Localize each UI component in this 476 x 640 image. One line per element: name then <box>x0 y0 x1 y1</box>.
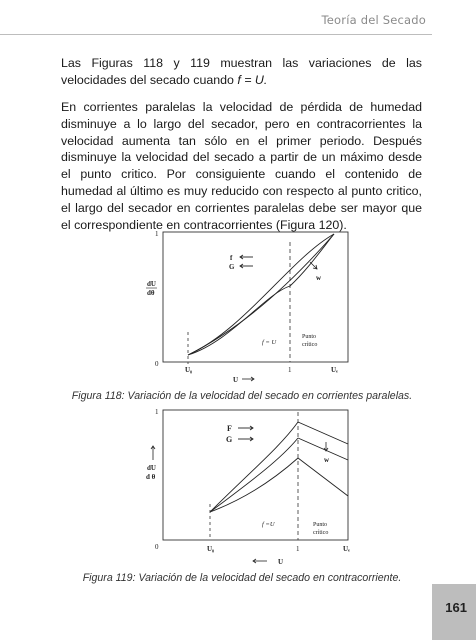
paragraph-body: En corrientes paralelas la velocidad de pérdida de humedad disminuye a lo largo del secador, pero en contracorrientes la velocidad aumenta tan sólo en el primer periodo. Después disminuye la velocidad del secado a partir de un máximo desde el punto critico. Por consiguiente cuando el contenido de humedad al último es muy reducido con respecto al punto critico, el largo del secador en corrientes paralelas debe ser mayor que el correspondiente en contracorrientes (Figura 120). <box>61 100 422 232</box>
legend-f: F <box>227 424 232 433</box>
xlabel: U <box>233 376 239 384</box>
header-rule <box>0 34 432 35</box>
legend-g: G <box>229 263 235 271</box>
figure-118-caption: Figura 118: Variación de la velocidad del secado en corrientes paralelas. <box>71 390 413 402</box>
x-one-label: 1 <box>288 366 292 374</box>
figure-118 <box>140 224 360 384</box>
origin-label: 0 <box>155 360 159 368</box>
curve-g <box>210 438 298 512</box>
intro-equation: f = U. <box>237 72 268 87</box>
figure-119-caption: Figura 119: Variación de la velocidad del secado en contracorriente. <box>82 572 402 584</box>
ylabel-den: d θ <box>146 473 156 481</box>
ylabel-num: dU <box>147 464 156 472</box>
curve-w-label: w <box>316 274 322 282</box>
curve-f <box>210 422 298 512</box>
y-top-label: 1 <box>155 408 159 416</box>
legend-f: f <box>230 254 233 262</box>
critico-label: crítico <box>313 530 329 536</box>
intro-text: Las Figuras 118 y 119 muestran las variaciones de las velocidades del secado cuando <box>61 56 422 87</box>
legend-g: G <box>226 435 233 444</box>
x-ue-label: Uₑ <box>331 366 338 374</box>
y-top-label: 1 <box>155 230 159 238</box>
running-title: Teoría del Secado <box>321 13 426 27</box>
x-u0-label: U₀ <box>207 545 215 553</box>
x-ue-label: Uₑ <box>343 545 350 553</box>
paragraph-intro <box>61 55 422 89</box>
xlabel: U <box>278 558 284 566</box>
punto-label: Punto <box>302 334 317 340</box>
page-number: 161 <box>445 600 467 615</box>
x-u0-label: U₀ <box>185 366 193 374</box>
critico-label: crítico <box>302 342 318 348</box>
origin-label: 0 <box>155 543 159 551</box>
f-equals-u-label: f =U <box>262 521 275 528</box>
ylabel-den: dθ <box>147 289 155 297</box>
curve-f-u <box>210 458 298 512</box>
figure-119 <box>140 402 360 568</box>
f-equals-u-label: f = U <box>262 339 277 346</box>
ylabel-num: dU <box>147 280 156 288</box>
curve-w-label: w <box>324 456 330 464</box>
x-one-label: 1 <box>296 545 300 553</box>
punto-label: Punto <box>313 522 328 528</box>
